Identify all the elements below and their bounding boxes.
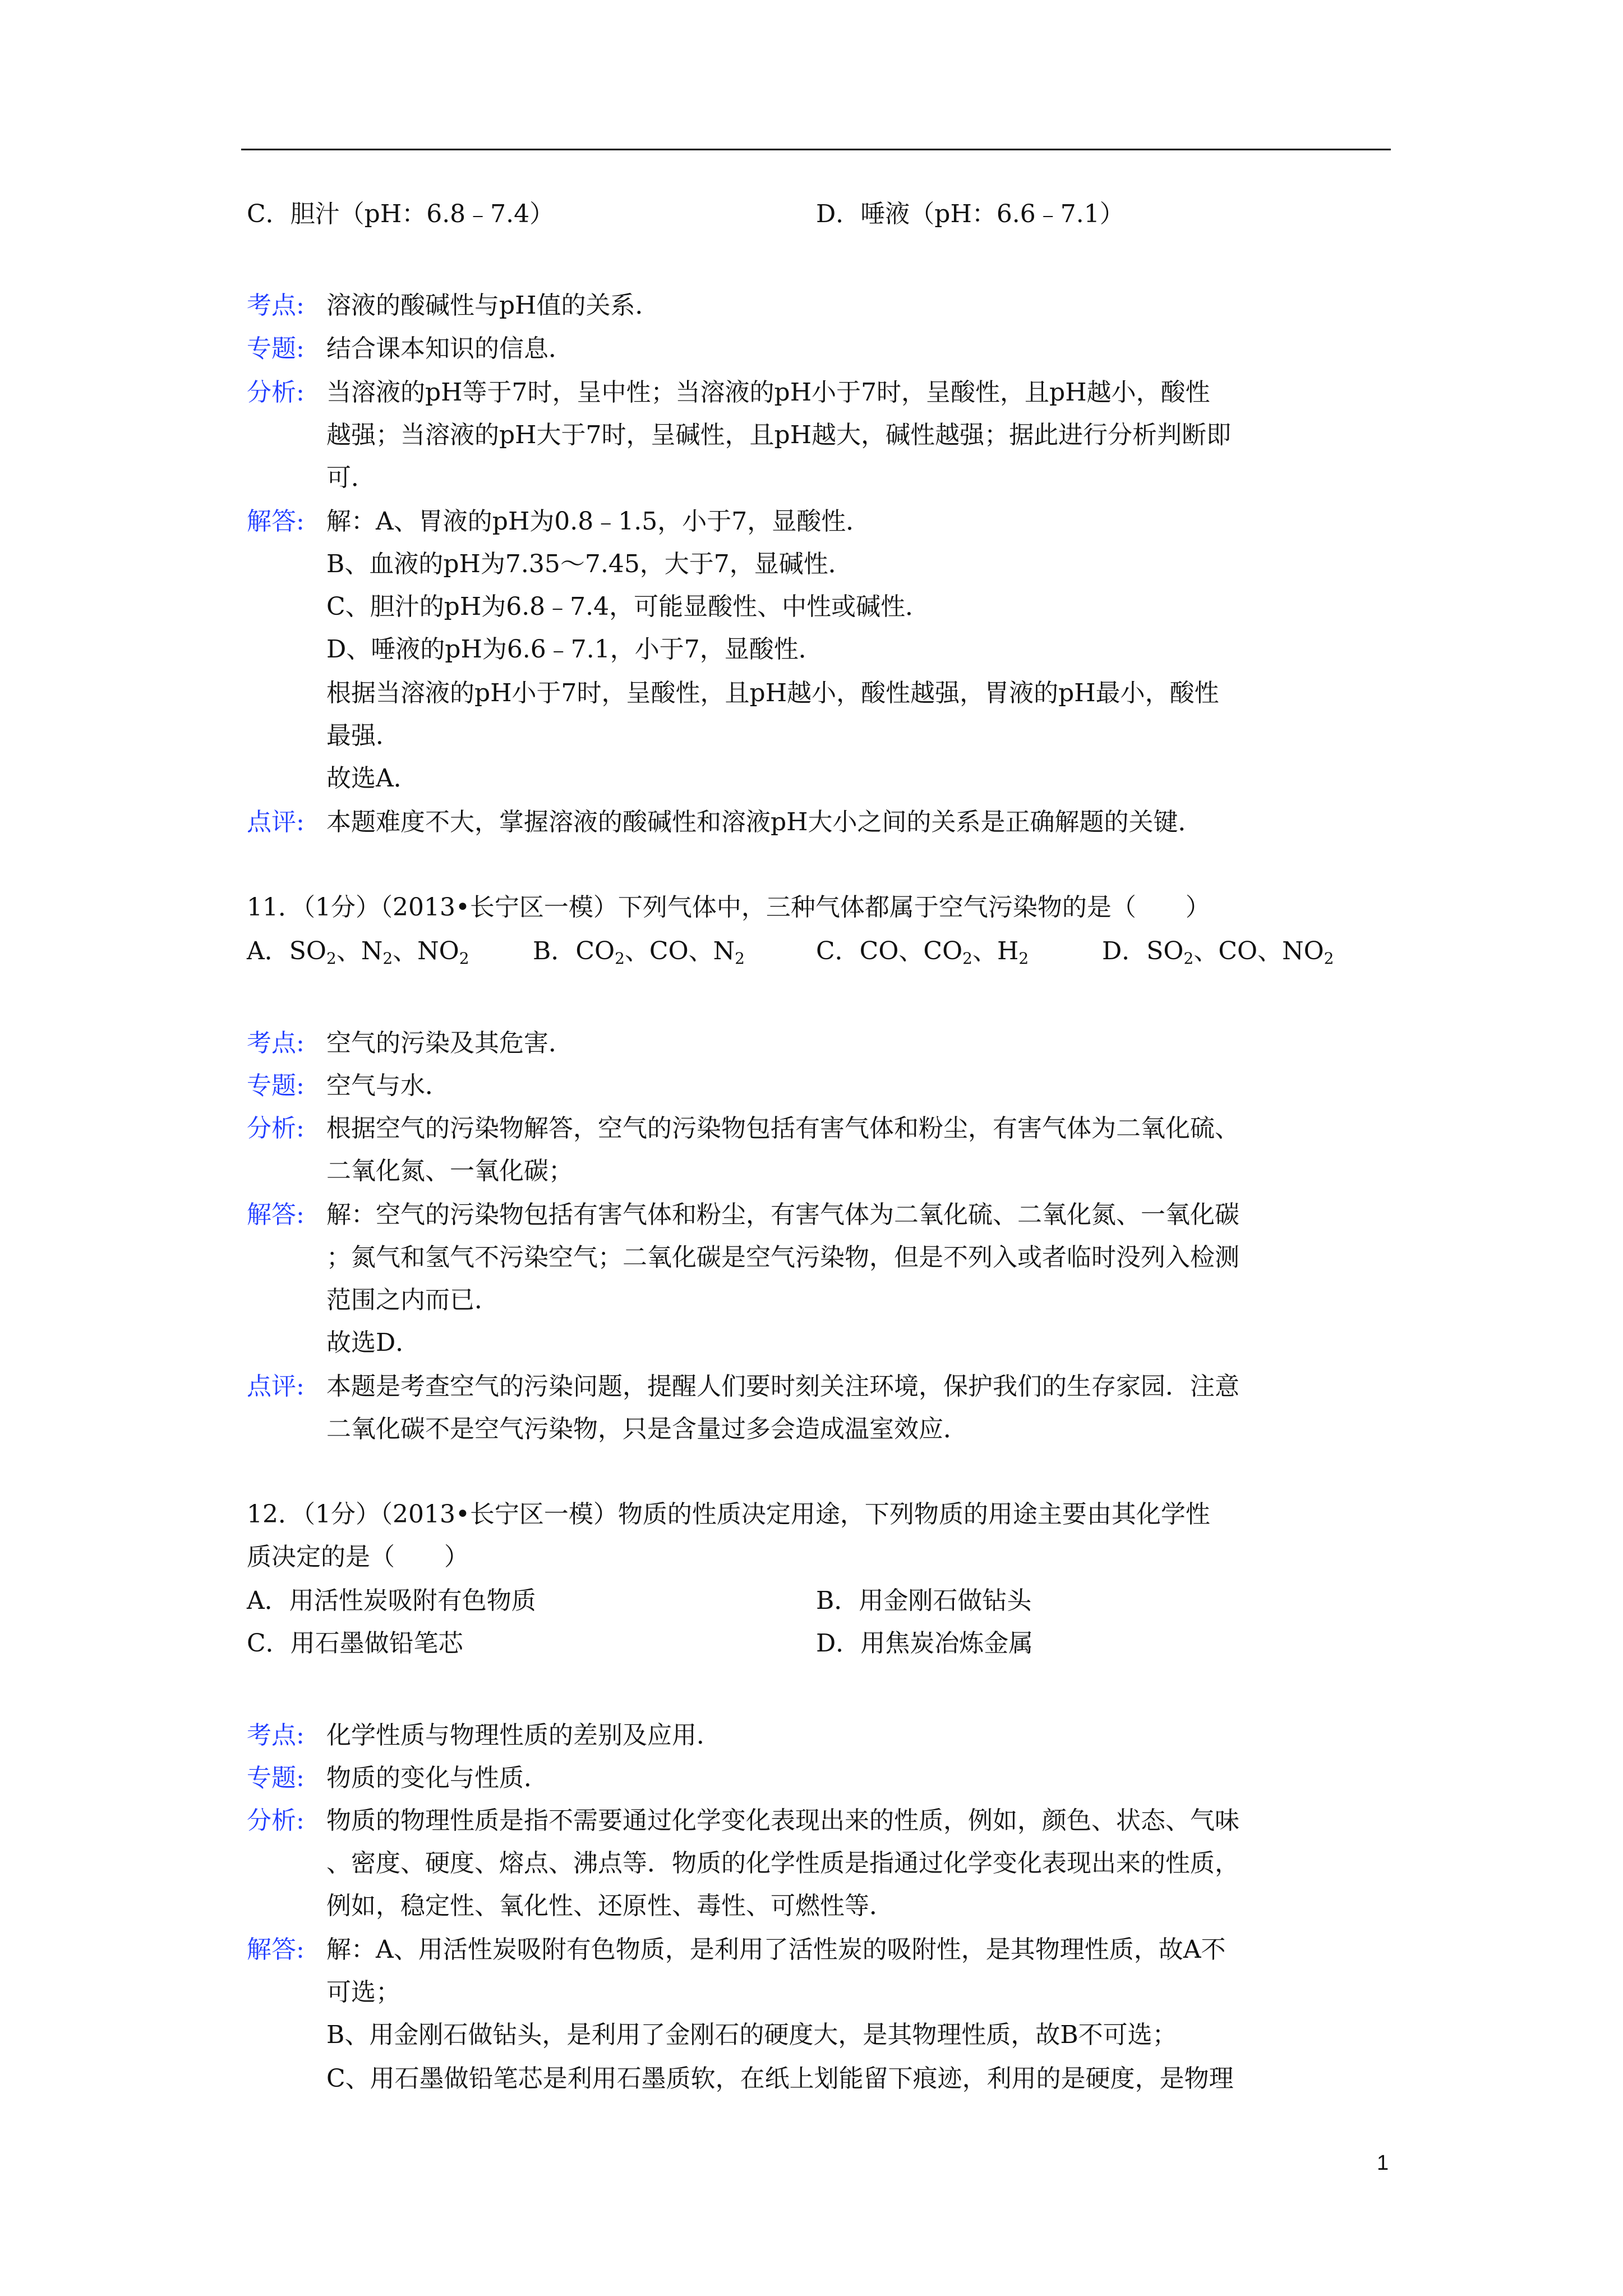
- q12-option-a: A．用活性炭吸附有色物质: [247, 1586, 536, 1615]
- q10-jieda-line-6: 最强．: [326, 721, 400, 750]
- q10-zhuanti-label: 专题:: [247, 334, 305, 363]
- q12-jieda-line-2: 可选；: [326, 1978, 400, 2007]
- q10-jieda-label: 解答:: [247, 507, 305, 536]
- q11-dianping-label: 点评:: [247, 1372, 305, 1401]
- q11-option-d: D．$SO_2$、CO、$NO_2$: [1102, 937, 1334, 968]
- q11-dianping-line-2: 二氧化碳不是空气污染物，只是含量过多会造成温室效应．: [326, 1415, 968, 1443]
- q12-jieda-line-4: C、用石墨做铅笔芯是利用石墨质软，在纸上划能留下痕迹，利用的是硬度，是物理: [326, 2064, 1234, 2093]
- q10-jieda-line-4: D、唾液的pH为6.6﹣7.1，小于7，显酸性．: [326, 635, 823, 664]
- q12-option-d: D．用焦炭冶炼金属: [816, 1629, 1034, 1658]
- q11-fenxi-label: 分析:: [247, 1114, 305, 1143]
- q11-jieda-line-3: 范围之内而已．: [326, 1286, 499, 1314]
- q11-option-a: A．$SO_2$、$N_2$、$NO_2$: [247, 937, 469, 968]
- q10-fenxi-label: 分析:: [247, 378, 305, 407]
- q11-zhuanti-text: 空气与水．: [326, 1071, 450, 1100]
- q12-fenxi-line-1: 物质的物理性质是指不需要通过化学变化表现出来的性质，例如，颜色、状态、气味: [326, 1806, 1239, 1835]
- q10-kaodian-label: 考点:: [247, 291, 305, 320]
- q10-option-c: C．胆汁（pH：6.8﹣7.4）: [247, 200, 555, 228]
- q11-zhuanti-label: 专题:: [247, 1071, 305, 1100]
- q10-dianping-label: 点评:: [247, 808, 305, 836]
- q11-kaodian-text: 空气的污染及其危害．: [326, 1029, 573, 1057]
- q12-option-b: B．用金刚石做钻头: [816, 1586, 1032, 1615]
- page-number: 1: [1377, 2151, 1389, 2175]
- q10-jieda-line-5: 根据当溶液的pH小于7时，呈酸性，且pH越小，酸性越强，胃液的pH最小，酸性: [326, 679, 1219, 707]
- q10-jieda-line-3: C、胆汁的pH为6.8﹣7.4，可能显酸性、中性或碱性．: [326, 592, 930, 621]
- q12-kaodian-label: 考点:: [247, 1721, 305, 1750]
- q12-zhuanti-label: 专题:: [247, 1764, 305, 1792]
- q12-fenxi-line-3: 例如，稳定性、氧化性、还原性、毒性、可燃性等．: [326, 1892, 894, 1920]
- q12-stem-line-2: 质决定的是（ ）: [247, 1543, 469, 1571]
- q11-jieda-label: 解答:: [247, 1200, 305, 1229]
- q12-fenxi-label: 分析:: [247, 1806, 305, 1835]
- q12-zhuanti-text: 物质的变化与性质．: [326, 1764, 548, 1792]
- q11-option-b: B．$CO_2$、CO、$N_2$: [533, 937, 745, 968]
- q11-stem: 11．（1分）（2013•长宁区一模）下列气体中，三种气体都属于空气污染物的是（ ）: [247, 893, 1210, 922]
- q10-fenxi-line-3: 可．: [326, 463, 376, 492]
- q10-jieda-line-7: 故选A．: [326, 764, 418, 793]
- q12-jieda-label: 解答:: [247, 1935, 305, 1964]
- q10-dianping-text: 本题难度不大，掌握溶液的酸碱性和溶液pH大小之间的关系是正确解题的关键．: [326, 808, 1203, 836]
- q11-dianping-line-1: 本题是考查空气的污染问题，提醒人们要时刻关注环境，保护我们的生存家园．注意: [326, 1372, 1239, 1401]
- q10-fenxi-line-1: 当溶液的pH等于7时，呈中性；当溶液的pH小于7时，呈酸性，且pH越小，酸性: [326, 378, 1210, 407]
- q10-option-d: D．唾液（pH：6.6﹣7.1）: [816, 200, 1124, 228]
- q10-kaodian-text: 溶液的酸碱性与pH值的关系．: [326, 291, 660, 320]
- header-rule: [241, 149, 1391, 150]
- q12-jieda-line-1: 解：A、用活性炭吸附有色物质，是利用了活性炭的吸附性，是其物理性质，故A不: [326, 1935, 1226, 1964]
- q12-stem-line-1: 12．（1分）（2013•长宁区一模）物质的性质决定用途，下列物质的用途主要由其化学性: [247, 1500, 1210, 1529]
- q11-fenxi-line-1: 根据空气的污染物解答，空气的污染物包括有害气体和粉尘，有害气体为二氧化硫、: [326, 1114, 1239, 1143]
- q10-zhuanti-text: 结合课本知识的信息．: [326, 334, 573, 363]
- q11-fenxi-line-2: 二氧化氮、一氧化碳；: [326, 1157, 573, 1185]
- q10-jieda-line-2: B、血液的pH为7.35～7.45，大于7，显碱性．: [326, 550, 853, 578]
- q12-jieda-line-3: B、用金刚石做钻头，是利用了金刚石的硬度大，是其物理性质，故B不可选；: [326, 2021, 1177, 2049]
- q12-kaodian-text: 化学性质与物理性质的差别及应用．: [326, 1721, 721, 1750]
- q11-jieda-line-1: 解：空气的污染物包括有害气体和粉尘，有害气体为二氧化硫、二氧化氮、一氧化碳: [326, 1200, 1239, 1229]
- q11-kaodian-label: 考点:: [247, 1029, 305, 1057]
- q11-jieda-line-4: 故选D．: [326, 1328, 421, 1357]
- q10-fenxi-line-2: 越强；当溶液的pH大于7时，呈碱性，且pH越大，碱性越强；据此进行分析判断即: [326, 421, 1232, 449]
- q11-option-c: C．CO、$CO_2$、$H_2$: [816, 937, 1029, 968]
- q11-jieda-line-2: ；氮气和氢气不污染空气；二氧化碳是空气污染物，但是不列入或者临时没列入检测: [326, 1243, 1239, 1272]
- q10-jieda-line-1: 解：A、胃液的pH为0.8﹣1.5，小于7，显酸性．: [326, 507, 871, 536]
- q12-option-c: C．用石墨做铅笔芯: [247, 1629, 463, 1658]
- q12-fenxi-line-2: 、密度、硬度、熔点、沸点等．物质的化学性质是指通过化学变化表现出来的性质，: [326, 1849, 1239, 1878]
